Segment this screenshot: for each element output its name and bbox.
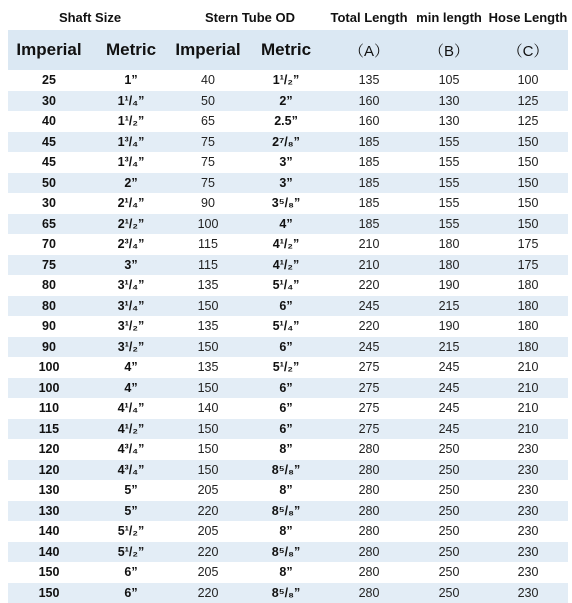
cell-shaft-imperial: 90 (8, 316, 90, 337)
cell-min-length: 155 (410, 152, 488, 173)
header-hose-length: Hose Length (488, 4, 568, 30)
header-a: （A） (328, 30, 410, 70)
cell-shaft-metric: 1³/₄” (90, 132, 172, 153)
cell-shaft-metric: 3¹/₄” (90, 275, 172, 296)
cell-tube-imperial: 100 (172, 214, 244, 235)
cell-shaft-metric: 6” (90, 583, 172, 603)
cell-shaft-imperial: 45 (8, 132, 90, 153)
cell-total-length: 185 (328, 173, 410, 194)
cell-shaft-metric: 3¹/₂” (90, 316, 172, 337)
cell-min-length: 155 (410, 193, 488, 214)
cell-tube-imperial: 40 (172, 70, 244, 91)
cell-min-length: 190 (410, 316, 488, 337)
cell-min-length: 215 (410, 296, 488, 317)
table-row (8, 501, 568, 522)
cell-hose-length: 175 (488, 255, 568, 276)
table-row (8, 255, 568, 276)
cell-shaft-metric: 4” (90, 378, 172, 399)
table-row (8, 357, 568, 378)
table-row (8, 111, 568, 132)
cell-tube-imperial: 115 (172, 234, 244, 255)
table-row (8, 562, 568, 583)
cell-hose-length: 180 (488, 275, 568, 296)
cell-min-length: 250 (410, 542, 488, 563)
cell-shaft-metric: 5¹/₂” (90, 521, 172, 542)
cell-hose-length: 175 (488, 234, 568, 255)
cell-hose-length: 230 (488, 480, 568, 501)
cell-min-length: 105 (410, 70, 488, 91)
cell-tube-metric: 6” (244, 296, 328, 317)
cell-hose-length: 230 (488, 583, 568, 603)
table-row (8, 70, 568, 91)
cell-tube-imperial: 150 (172, 439, 244, 460)
cell-min-length: 250 (410, 501, 488, 522)
cell-hose-length: 180 (488, 337, 568, 358)
cell-min-length: 180 (410, 255, 488, 276)
cell-total-length: 135 (328, 70, 410, 91)
cell-hose-length: 125 (488, 91, 568, 112)
table-row (8, 521, 568, 542)
cell-shaft-metric: 4¹/₄” (90, 398, 172, 419)
cell-shaft-imperial: 140 (8, 521, 90, 542)
cell-tube-metric: 1¹/₂” (244, 70, 328, 91)
table-row (8, 91, 568, 112)
cell-tube-metric: 5¹/₂” (244, 357, 328, 378)
cell-min-length: 250 (410, 562, 488, 583)
cell-min-length: 180 (410, 234, 488, 255)
cell-tube-imperial: 205 (172, 480, 244, 501)
cell-shaft-imperial: 40 (8, 111, 90, 132)
cell-min-length: 250 (410, 583, 488, 603)
cell-tube-imperial: 150 (172, 460, 244, 481)
cell-shaft-metric: 1¹/₂” (90, 111, 172, 132)
cell-tube-imperial: 75 (172, 132, 244, 153)
table-row (8, 460, 568, 481)
cell-tube-imperial: 115 (172, 255, 244, 276)
cell-total-length: 280 (328, 501, 410, 522)
table-row (8, 542, 568, 563)
cell-shaft-imperial: 130 (8, 480, 90, 501)
shaft-size-spec-table (8, 4, 568, 603)
table-row (8, 173, 568, 194)
header-shaft-metric: Metric (90, 30, 172, 70)
cell-tube-metric: 2.5” (244, 111, 328, 132)
header-shaft-size: Shaft Size (8, 4, 172, 30)
cell-tube-metric: 6” (244, 398, 328, 419)
cell-tube-metric: 2” (244, 91, 328, 112)
cell-total-length: 280 (328, 480, 410, 501)
header-tube-metric: Metric (244, 30, 328, 70)
header-c: （C） (488, 30, 568, 70)
table-row (8, 152, 568, 173)
cell-total-length: 280 (328, 542, 410, 563)
cell-min-length: 250 (410, 521, 488, 542)
cell-total-length: 280 (328, 562, 410, 583)
cell-tube-metric: 4¹/₂” (244, 234, 328, 255)
cell-tube-imperial: 150 (172, 337, 244, 358)
cell-hose-length: 100 (488, 70, 568, 91)
cell-tube-imperial: 135 (172, 275, 244, 296)
cell-shaft-metric: 4³/₄” (90, 439, 172, 460)
table-row (8, 132, 568, 153)
cell-min-length: 250 (410, 460, 488, 481)
table-row (8, 480, 568, 501)
cell-tube-imperial: 150 (172, 419, 244, 440)
cell-shaft-imperial: 120 (8, 460, 90, 481)
cell-total-length: 160 (328, 111, 410, 132)
cell-tube-metric: 8⁵/₈” (244, 542, 328, 563)
cell-tube-imperial: 135 (172, 357, 244, 378)
cell-shaft-imperial: 100 (8, 357, 90, 378)
cell-total-length: 185 (328, 214, 410, 235)
cell-hose-length: 230 (488, 439, 568, 460)
cell-min-length: 245 (410, 357, 488, 378)
cell-shaft-metric: 2¹/₂” (90, 214, 172, 235)
cell-total-length: 275 (328, 398, 410, 419)
cell-shaft-metric: 2¹/₄” (90, 193, 172, 214)
cell-hose-length: 150 (488, 173, 568, 194)
cell-shaft-imperial: 150 (8, 562, 90, 583)
cell-total-length: 185 (328, 193, 410, 214)
header-min-length: min length (410, 4, 488, 30)
cell-min-length: 245 (410, 378, 488, 399)
cell-tube-imperial: 140 (172, 398, 244, 419)
cell-tube-imperial: 220 (172, 583, 244, 603)
table-row (8, 398, 568, 419)
cell-min-length: 130 (410, 91, 488, 112)
cell-shaft-metric: 1³/₄” (90, 152, 172, 173)
header-row-top (8, 4, 568, 30)
header-shaft-imperial: Imperial (8, 30, 90, 70)
cell-total-length: 280 (328, 521, 410, 542)
cell-tube-imperial: 205 (172, 521, 244, 542)
cell-shaft-metric: 5¹/₂” (90, 542, 172, 563)
cell-shaft-metric: 5” (90, 501, 172, 522)
cell-total-length: 245 (328, 337, 410, 358)
cell-tube-metric: 8” (244, 480, 328, 501)
cell-min-length: 215 (410, 337, 488, 358)
cell-min-length: 245 (410, 419, 488, 440)
table-row (8, 234, 568, 255)
cell-total-length: 220 (328, 275, 410, 296)
cell-shaft-imperial: 30 (8, 193, 90, 214)
cell-shaft-imperial: 45 (8, 152, 90, 173)
cell-tube-imperial: 65 (172, 111, 244, 132)
cell-hose-length: 180 (488, 296, 568, 317)
table-row (8, 378, 568, 399)
cell-total-length: 185 (328, 152, 410, 173)
cell-shaft-imperial: 90 (8, 337, 90, 358)
table-body (8, 70, 568, 603)
cell-hose-length: 125 (488, 111, 568, 132)
cell-hose-length: 210 (488, 398, 568, 419)
cell-tube-metric: 8” (244, 521, 328, 542)
cell-hose-length: 150 (488, 132, 568, 153)
cell-tube-metric: 8” (244, 562, 328, 583)
cell-shaft-imperial: 150 (8, 583, 90, 603)
spec-table-container (8, 4, 568, 603)
cell-total-length: 160 (328, 91, 410, 112)
cell-shaft-metric: 1¹/₄” (90, 91, 172, 112)
cell-tube-imperial: 135 (172, 316, 244, 337)
cell-tube-imperial: 220 (172, 542, 244, 563)
table-row (8, 337, 568, 358)
cell-min-length: 190 (410, 275, 488, 296)
cell-shaft-imperial: 50 (8, 173, 90, 194)
cell-total-length: 280 (328, 583, 410, 603)
cell-shaft-metric: 4¹/₂” (90, 419, 172, 440)
table-row (8, 193, 568, 214)
cell-tube-metric: 6” (244, 419, 328, 440)
cell-shaft-imperial: 30 (8, 91, 90, 112)
cell-total-length: 245 (328, 296, 410, 317)
cell-hose-length: 230 (488, 542, 568, 563)
cell-shaft-imperial: 80 (8, 275, 90, 296)
table-row (8, 214, 568, 235)
cell-shaft-imperial: 75 (8, 255, 90, 276)
cell-hose-length: 210 (488, 378, 568, 399)
cell-shaft-imperial: 115 (8, 419, 90, 440)
cell-shaft-imperial: 140 (8, 542, 90, 563)
cell-total-length: 210 (328, 255, 410, 276)
cell-hose-length: 210 (488, 357, 568, 378)
table-row (8, 439, 568, 460)
cell-hose-length: 210 (488, 419, 568, 440)
cell-tube-metric: 3⁵/₈” (244, 193, 328, 214)
cell-tube-metric: 8⁵/₈” (244, 583, 328, 603)
cell-hose-length: 180 (488, 316, 568, 337)
cell-hose-length: 150 (488, 193, 568, 214)
cell-shaft-imperial: 70 (8, 234, 90, 255)
cell-shaft-metric: 2” (90, 173, 172, 194)
cell-total-length: 280 (328, 439, 410, 460)
cell-total-length: 280 (328, 460, 410, 481)
cell-min-length: 155 (410, 214, 488, 235)
cell-tube-metric: 2⁷/₈” (244, 132, 328, 153)
cell-hose-length: 150 (488, 152, 568, 173)
cell-hose-length: 230 (488, 460, 568, 481)
header-total-length: Total Length (328, 4, 410, 30)
cell-tube-imperial: 90 (172, 193, 244, 214)
cell-shaft-metric: 2³/₄” (90, 234, 172, 255)
table-row (8, 296, 568, 317)
cell-hose-length: 150 (488, 214, 568, 235)
cell-shaft-metric: 5” (90, 480, 172, 501)
cell-min-length: 250 (410, 439, 488, 460)
cell-tube-metric: 5¹/₄” (244, 316, 328, 337)
cell-min-length: 245 (410, 398, 488, 419)
table-row (8, 316, 568, 337)
cell-shaft-metric: 3¹/₄” (90, 296, 172, 317)
cell-hose-length: 230 (488, 521, 568, 542)
cell-tube-metric: 8⁵/₈” (244, 501, 328, 522)
header-b: （B） (410, 30, 488, 70)
cell-tube-imperial: 220 (172, 501, 244, 522)
cell-tube-imperial: 75 (172, 152, 244, 173)
header-stern-tube-od: Stern Tube OD (172, 4, 328, 30)
cell-shaft-metric: 1” (90, 70, 172, 91)
table-row (8, 275, 568, 296)
cell-shaft-metric: 4” (90, 357, 172, 378)
cell-tube-metric: 8⁵/₈” (244, 460, 328, 481)
cell-min-length: 130 (410, 111, 488, 132)
cell-tube-metric: 8” (244, 439, 328, 460)
cell-tube-imperial: 150 (172, 378, 244, 399)
cell-total-length: 275 (328, 357, 410, 378)
cell-total-length: 275 (328, 378, 410, 399)
cell-hose-length: 230 (488, 501, 568, 522)
header-row-sub (8, 30, 568, 70)
cell-tube-imperial: 75 (172, 173, 244, 194)
cell-shaft-imperial: 110 (8, 398, 90, 419)
cell-shaft-metric: 3” (90, 255, 172, 276)
cell-shaft-imperial: 25 (8, 70, 90, 91)
cell-shaft-metric: 4³/₄” (90, 460, 172, 481)
cell-tube-metric: 5¹/₄” (244, 275, 328, 296)
cell-shaft-metric: 3¹/₂” (90, 337, 172, 358)
cell-min-length: 155 (410, 132, 488, 153)
cell-tube-imperial: 50 (172, 91, 244, 112)
cell-shaft-imperial: 120 (8, 439, 90, 460)
cell-shaft-metric: 6” (90, 562, 172, 583)
cell-total-length: 220 (328, 316, 410, 337)
cell-tube-metric: 3” (244, 152, 328, 173)
cell-tube-metric: 4¹/₂” (244, 255, 328, 276)
cell-shaft-imperial: 80 (8, 296, 90, 317)
cell-tube-imperial: 150 (172, 296, 244, 317)
cell-shaft-imperial: 65 (8, 214, 90, 235)
cell-total-length: 275 (328, 419, 410, 440)
cell-tube-imperial: 205 (172, 562, 244, 583)
cell-total-length: 210 (328, 234, 410, 255)
cell-shaft-imperial: 100 (8, 378, 90, 399)
cell-shaft-imperial: 130 (8, 501, 90, 522)
cell-total-length: 185 (328, 132, 410, 153)
cell-tube-metric: 6” (244, 378, 328, 399)
cell-tube-metric: 4” (244, 214, 328, 235)
table-row (8, 419, 568, 440)
cell-hose-length: 230 (488, 562, 568, 583)
cell-tube-metric: 6” (244, 337, 328, 358)
cell-tube-metric: 3” (244, 173, 328, 194)
header-tube-imperial: Imperial (172, 30, 244, 70)
cell-min-length: 155 (410, 173, 488, 194)
cell-min-length: 250 (410, 480, 488, 501)
